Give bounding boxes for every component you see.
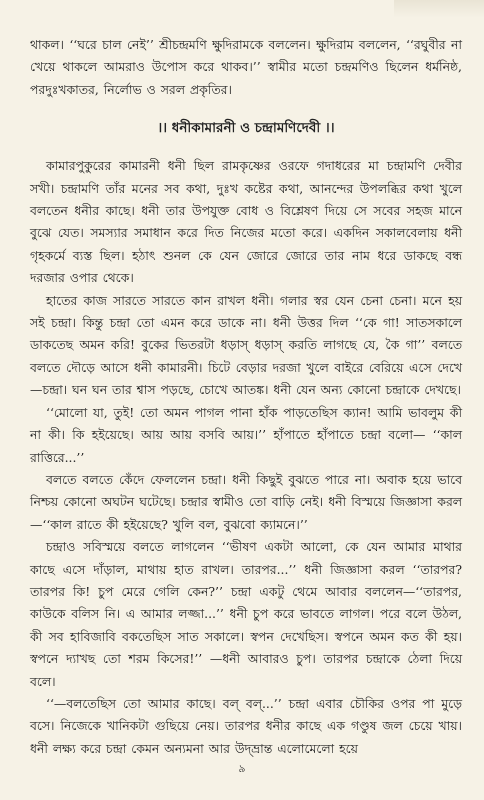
page-number: ৯ (238, 762, 246, 775)
body-paragraph-3: ‘‘মোলো যা, তুই! তো অমন পাগল পানা হাঁক পাড়তেছিস ক্যান! আমি ভাবলুম কী না কী। কি হইয়েছে। আয় আয় বসবি আয়।’’ হাঁপাতে হাঁপাতে চন্দ্রা বলো— ‘‘কাল রাত্তিরে...’’ (30, 404, 462, 465)
body-paragraph-5: চন্দ্রাও সবিস্ময়ে বলতে লাগলেন ‘‘ভীষণ একটা আলো, কে যেন আমার মাথার কাছে এসে দাঁড়াল, মাথায় হাত রাখল। তারপর...’’ ধনী জিজ্ঞাসা করল ‘‘তারপর? তারপর কি! চুপ মেরে গেলি কেন?’’ চন্দ্রা একটু থেমে আবার বললেন—‘‘তারপর, কাউকে বলিস নি। এ আমার লজ্জা...’’ ধনী চুপ করে ভাবতে লাগল। পরে বলে উঠল, কী সব হাবিজাবি বকতেছিস সাত সকালে। স্বপন দেখেছিস। স্বপনে অমন কত কী হয়। স্বপনে দ্যাখছ তো শরম কিসের!’’ —ধনী আবারও চুপ। তারপর চন্দ্রাকে ঠেলা দিয়ে বলে। (30, 539, 462, 689)
body-paragraph-6: ‘‘—বলতেছিস তো আমার কাছে। বল্ বল্...’’ চন্দ্রা এবার চৌকির ওপর পা মুড়ে বসে। নিজেকে খানিকটা গুছিয়ে নেয়। তারপর ধনীর কাছে এক গণ্ডুষ জল চেয়ে খায়। ধনী লক্ষ্য করে চন্দ্রা কেমন অন্যমনা আর উদ্‌ভ্রান্ত এলোমেলো হয়ে (30, 695, 462, 756)
opening-paragraph: থাকল। ‘‘ঘরে চাল নেই’’ শ্রীচন্দ্রমণি ক্ষুদিরামকে বললেন। ক্ষুদিরাম বললেন, ‘‘রঘুবীর না খেয়ে থাকলে আমরাও উপোস করে থাকব।’’ স্বামীর মতো চন্দ্রমণিও ছিলেন ধর্মনিষ্ঠ, পরদুঃখকাতর, নির্লোভ ও সরল প্রকৃতির। (30, 37, 462, 97)
body-paragraph-1: কামারপুকুরের কামারনী ধনী ছিল রামকৃষ্ণের ওরফে গদাধরের মা চন্দ্রামণি দেবীর সখী। চন্দ্রামণি তাঁর মনের সব কথা, দুঃখ কষ্টের কথা, আনন্দের উপলব্ধির কথা খুলে বলতেন ধনীর কাছে। ধনী তার উপযুক্ত বোধ ও বিশ্লেষণ দিয়ে সে সবের সহজ মানে বুঝে যেত। সমস্যার সমাধান করে দিত নিজের মতো করে। একদিন সকালবেলায় ধনী গৃহকর্মে ব্যস্ত ছিল। হঠাৎ শুনল কে যেন জোরে জোরে তার নাম ধরে ডাকছে বন্ধ দরজার ওপার থেকে। (30, 158, 462, 286)
body-paragraph-4: বলতে বলতে কেঁদে ফেললেন চন্দ্রা। ধনী কিছুই বুঝতে পারে না। অবাক হয়ে ভাবে নিশ্চয় কোনো অঘটন ঘটেছে। চন্দ্রার স্বামীও তো বাড়ি নেই। ধনী বিস্ময়ে জিজ্ঞাসা করল—‘‘কাল রাতে কী হইয়েছে? খুলি বল, বুঝবো ক্যামনে।’’ (30, 471, 462, 532)
body-paragraph-2: হাতের কাজ সারতে সারতে কান রাখল ধনী। গলার স্বর যেন চেনা চেনা। মনে হয় সই চন্দ্রা। কিন্তু চন্দ্রা তো এমন করে ডাকে না। ধনী উত্তর দিল ‘‘কে গা! সাতসকালে ডাকতেছ অমন করি! বুকের ভিতরটা ধড়াস্ ধড়াস্ করতি লাগছে যে, কৈ গা’’ বলতে বলতে দৌড়ে আসে ধনী কামারনী। চিটে বেড়ার দরজা খুলে বাইরে বেরিয়ে এসে দেখে—চন্দ্রা। ঘন ঘন তার শ্বাস পড়ছে, চোখে আতঙ্ক। ধনী যেন অন্য কোনো চন্দ্রাকে দেখছে। (30, 292, 462, 398)
section-heading: ।। ধনীকামারনী ও চন্দ্রামণিদেবী ।। (157, 120, 335, 137)
page-corner-stain (394, 0, 484, 18)
